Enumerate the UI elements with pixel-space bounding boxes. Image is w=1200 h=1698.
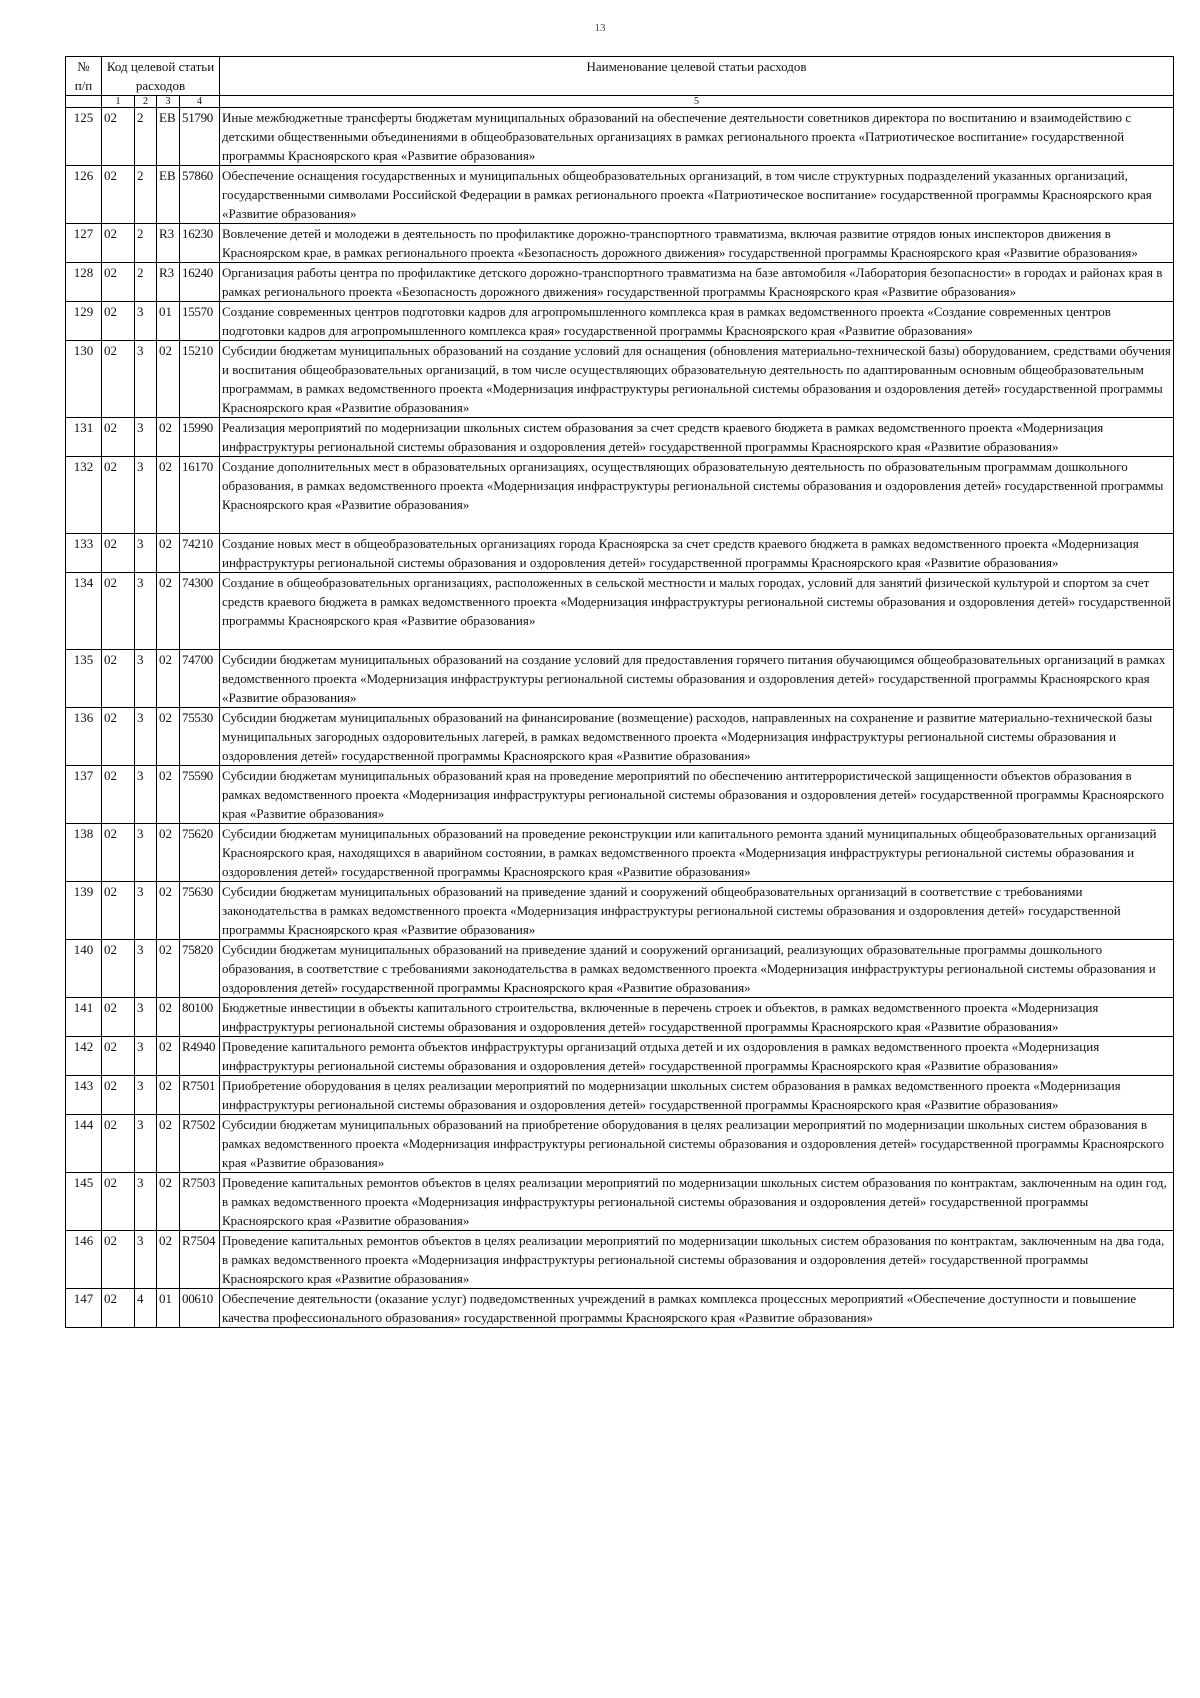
- row-number-cell: 127: [66, 224, 102, 263]
- row-number-cell: 137: [66, 766, 102, 824]
- code-project-cell: 02: [157, 882, 180, 940]
- item-name-cell: Бюджетные инвестиции в объекты капитального строительства, включенные в перечень строек и объектов, в рамках ведомственного проекта «Модернизация инфраструктуры региональной системы образования и оздоровления детей» государственной программы Красноярского края «Развитие образования»: [220, 998, 1174, 1037]
- column-number: 4: [180, 96, 220, 108]
- table-row: [66, 302, 1174, 341]
- code-program-cell: 02: [102, 457, 135, 534]
- code-direction-cell: R7504: [180, 1231, 220, 1289]
- code-project-cell: EB: [157, 108, 180, 166]
- code-project-cell: EB: [157, 166, 180, 224]
- code-program-cell: 02: [102, 1115, 135, 1173]
- code-direction-cell: 74700: [180, 650, 220, 708]
- row-number-cell: 129: [66, 302, 102, 341]
- item-name-cell: Создание в общеобразовательных организациях, расположенных в сельской местности и малых городах, условий для занятий физической культурой и спортом за счет средств краевого бюджета в рамках ведомственного проекта «Модернизация инфраструктуры региональной системы образования и оздоровления детей» государственной программы Красноярского края «Развитие образования»: [220, 573, 1174, 650]
- code-project-cell: 02: [157, 1037, 180, 1076]
- code-program-cell: 02: [102, 882, 135, 940]
- code-program-cell: 02: [102, 1173, 135, 1231]
- table-row: [66, 824, 1174, 882]
- code-direction-cell: 16170: [180, 457, 220, 534]
- code-subprogram-cell: 3: [135, 824, 157, 882]
- item-name-cell: Субсидии бюджетам муниципальных образований на приобретение оборудования в целях реализации мероприятий по модернизации школьных систем образования в рамках ведомственного проекта «Модернизация инфраструктуры региональной системы образования и оздоровления детей» государственной программы Красноярского края «Развитие образования»: [220, 1115, 1174, 1173]
- code-subprogram-cell: 2: [135, 224, 157, 263]
- row-number-cell: 135: [66, 650, 102, 708]
- code-program-cell: 02: [102, 1037, 135, 1076]
- header-name-cell: [220, 57, 1174, 96]
- code-subprogram-cell: 2: [135, 263, 157, 302]
- column-number: [66, 96, 102, 108]
- row-number-cell: 125: [66, 108, 102, 166]
- table-row: [66, 1037, 1174, 1076]
- code-direction-cell: R7501: [180, 1076, 220, 1115]
- code-program-cell: 02: [102, 263, 135, 302]
- code-subprogram-cell: 3: [135, 940, 157, 998]
- item-name-cell: Вовлечение детей и молодежи в деятельность по профилактике дорожно-транспортного травматизма, включая развитие отрядов юных инспекторов движения в Красноярском крае, в рамках регионального проекта «Безопасность дорожного движения» государственной программы Красноярского края «Развитие образования»: [220, 224, 1174, 263]
- table-row: [66, 766, 1174, 824]
- row-number-cell: 144: [66, 1115, 102, 1173]
- code-subprogram-cell: 3: [135, 573, 157, 650]
- code-direction-cell: R7503: [180, 1173, 220, 1231]
- table-row: [66, 341, 1174, 418]
- code-program-cell: 02: [102, 573, 135, 650]
- item-name-cell: Иные межбюджетные трансферты бюджетам муниципальных образований на обеспечение деятельности советников директора по воспитанию и взаимодействию с детскими общественными объединениями в общеобразовательных организациях в рамках регионального проекта «Патриотическое воспитание» государственной программы Красноярского края «Развитие образования»: [220, 108, 1174, 166]
- budget-classification-table: [65, 56, 1174, 1328]
- table-row: [66, 1076, 1174, 1115]
- table-row: [66, 1173, 1174, 1231]
- code-subprogram-cell: 2: [135, 166, 157, 224]
- item-name-cell: Создание современных центров подготовки кадров для агропромышленного комплекса края в рамках ведомственного проекта «Создание современных центров подготовки кадров для агропромышленного комплекса края» государственной программы Красноярского края «Развитие образования»: [220, 302, 1174, 341]
- code-direction-cell: R7502: [180, 1115, 220, 1173]
- table-row: [66, 1231, 1174, 1289]
- column-numbers-row: [66, 96, 1174, 108]
- row-number-cell: 138: [66, 824, 102, 882]
- item-name-cell: Субсидии бюджетам муниципальных образований на приведение зданий и сооружений общеобразовательных организаций в соответствие с требованиями законодательства в рамках ведомственного проекта «Модернизация инфраструктуры региональной системы образования и оздоровления детей» государственной программы Красноярского края «Развитие образования»: [220, 882, 1174, 940]
- code-subprogram-cell: 3: [135, 341, 157, 418]
- code-project-cell: 02: [157, 1076, 180, 1115]
- code-program-cell: 02: [102, 766, 135, 824]
- code-subprogram-cell: 3: [135, 998, 157, 1037]
- code-subprogram-cell: 3: [135, 418, 157, 457]
- table-row: [66, 224, 1174, 263]
- code-project-cell: 02: [157, 341, 180, 418]
- code-project-cell: 02: [157, 457, 180, 534]
- code-direction-cell: 74210: [180, 534, 220, 573]
- header-code-label-line2: расходов: [135, 78, 186, 93]
- code-program-cell: 02: [102, 108, 135, 166]
- code-subprogram-cell: 3: [135, 1115, 157, 1173]
- code-program-cell: 02: [102, 534, 135, 573]
- code-program-cell: 02: [102, 940, 135, 998]
- row-number-cell: 145: [66, 1173, 102, 1231]
- table-row: [66, 263, 1174, 302]
- code-project-cell: 01: [157, 1289, 180, 1328]
- item-name-cell: Организация работы центра по профилактике детского дорожно-транспортного травматизма на базе автомобиля «Лаборатория безопасности» в городах и районах края в рамках регионального проекта «Безопасность дорожного движения» государственной программы Красноярского края «Развитие образования»: [220, 263, 1174, 302]
- item-name-cell: Проведение капитального ремонта объектов инфраструктуры организаций отдыха детей и их оздоровления в рамках ведомственного проекта «Модернизация инфраструктуры региональной системы образования и оздоровления детей» государственной программы Красноярского края «Развитие образования»: [220, 1037, 1174, 1076]
- code-direction-cell: 75530: [180, 708, 220, 766]
- row-number-cell: 134: [66, 573, 102, 650]
- item-name-cell: Проведение капитальных ремонтов объектов в целях реализации мероприятий по модернизации школьных систем образования по контрактам, заключенным на один год, в рамках ведомственного проекта «Модернизация инфраструктуры региональной системы образования и оздоровления детей» государственной программы Красноярского края «Развитие образования»: [220, 1173, 1174, 1231]
- code-program-cell: 02: [102, 418, 135, 457]
- code-program-cell: 02: [102, 166, 135, 224]
- table-row: [66, 418, 1174, 457]
- row-number-cell: 140: [66, 940, 102, 998]
- column-number: 1: [102, 96, 135, 108]
- code-project-cell: R3: [157, 263, 180, 302]
- code-program-cell: 02: [102, 1231, 135, 1289]
- row-number-cell: 142: [66, 1037, 102, 1076]
- table-row: [66, 940, 1174, 998]
- row-number-cell: 141: [66, 998, 102, 1037]
- header-code-label-line1: Код целевой статьи: [106, 59, 215, 74]
- item-name-cell: Субсидии бюджетам муниципальных образований на создание условий для оснащения (обновления материально-технической базы) оборудованием, средствами обучения и воспитания общеобразовательных организаций, в том числе осуществляющих образовательную деятельность по адаптированным основным общеобразовательным программам, в рамках ведомственного проекта «Модернизация инфраструктуры региональной системы образования и оздоровления детей» государственной программы Красноярского края «Развитие образования»: [220, 341, 1174, 418]
- code-subprogram-cell: 4: [135, 1289, 157, 1328]
- code-project-cell: 02: [157, 1115, 180, 1173]
- row-number-cell: 132: [66, 457, 102, 534]
- code-project-cell: 02: [157, 418, 180, 457]
- code-project-cell: 02: [157, 534, 180, 573]
- row-number-cell: 143: [66, 1076, 102, 1115]
- page-number: 13: [594, 22, 606, 34]
- code-project-cell: 02: [157, 940, 180, 998]
- table-row: [66, 534, 1174, 573]
- table-row: [66, 998, 1174, 1037]
- item-name-cell: Реализация мероприятий по модернизации школьных систем образования за счет средств краевого бюджета в рамках ведомственного проекта «Модернизация инфраструктуры региональной системы образования и оздоровления детей» государственной программы Красноярского края «Развитие образования»: [220, 418, 1174, 457]
- row-number-cell: 136: [66, 708, 102, 766]
- table-row: [66, 457, 1174, 534]
- row-number-cell: 128: [66, 263, 102, 302]
- code-subprogram-cell: 3: [135, 766, 157, 824]
- code-project-cell: 02: [157, 766, 180, 824]
- code-direction-cell: 15990: [180, 418, 220, 457]
- row-number-cell: 133: [66, 534, 102, 573]
- item-name-cell: Субсидии бюджетам муниципальных образований края на проведение мероприятий по обеспечению антитеррористической защищенности объектов образования в рамках ведомственного проекта «Модернизация инфраструктуры региональной системы образования и оздоровления детей» государственной программы Красноярского края «Развитие образования»: [220, 766, 1174, 824]
- code-subprogram-cell: 3: [135, 534, 157, 573]
- code-direction-cell: 75630: [180, 882, 220, 940]
- row-number-cell: 131: [66, 418, 102, 457]
- code-subprogram-cell: 3: [135, 1231, 157, 1289]
- item-name-cell: Субсидии бюджетам муниципальных образований на приведение зданий и сооружений организаций, реализующих образовательные программы дошкольного образования, в соответствие с требованиями законодательства в рамках ведомственного проекта «Модернизация инфраструктуры региональной системы образования и оздоровления детей» государственной программы Красноярского края «Развитие образования»: [220, 940, 1174, 998]
- item-name-cell: Субсидии бюджетам муниципальных образований на создание условий для предоставления горячего питания обучающимся общеобразовательных организаций в рамках ведомственного проекта «Модернизация инфраструктуры региональной системы образования и оздоровления детей» государственной программы Красноярского края «Развитие образования»: [220, 650, 1174, 708]
- item-name-cell: Приобретение оборудования в целях реализации мероприятий по модернизации школьных систем образования в рамках ведомственного проекта «Модернизация инфраструктуры региональной системы образования и оздоровления детей» государственной программы Красноярского края «Развитие образования»: [220, 1076, 1174, 1115]
- code-subprogram-cell: 3: [135, 1037, 157, 1076]
- item-name-cell: Обеспечение оснащения государственных и муниципальных общеобразовательных организаций, в том числе структурных подразделений указанных организаций, государственными символами Российской Федерации в рамках регионального проекта «Патриотическое воспитание» государственной программы Красноярского края «Развитие образования»: [220, 166, 1174, 224]
- row-number-cell: 130: [66, 341, 102, 418]
- code-project-cell: 02: [157, 1231, 180, 1289]
- row-number-cell: 139: [66, 882, 102, 940]
- code-subprogram-cell: 3: [135, 650, 157, 708]
- code-project-cell: 01: [157, 302, 180, 341]
- code-program-cell: 02: [102, 1076, 135, 1115]
- header-number-label-line2: п/п: [74, 78, 93, 93]
- row-number-cell: 146: [66, 1231, 102, 1289]
- table-row: [66, 882, 1174, 940]
- code-direction-cell: 75820: [180, 940, 220, 998]
- code-direction-cell: 57860: [180, 166, 220, 224]
- code-project-cell: R3: [157, 224, 180, 263]
- code-project-cell: 02: [157, 708, 180, 766]
- header-name-label: Наименование целевой статьи расходов: [586, 59, 807, 74]
- code-subprogram-cell: 3: [135, 708, 157, 766]
- table-row: [66, 166, 1174, 224]
- code-program-cell: 02: [102, 1289, 135, 1328]
- code-direction-cell: 16240: [180, 263, 220, 302]
- header-number-cell: [66, 57, 102, 96]
- code-direction-cell: 15570: [180, 302, 220, 341]
- code-program-cell: 02: [102, 650, 135, 708]
- code-program-cell: 02: [102, 708, 135, 766]
- code-project-cell: 02: [157, 573, 180, 650]
- code-program-cell: 02: [102, 824, 135, 882]
- code-direction-cell: 51790: [180, 108, 220, 166]
- item-name-cell: Проведение капитальных ремонтов объектов в целях реализации мероприятий по модернизации школьных систем образования по контрактам, заключенным на два года, в рамках ведомственного проекта «Модернизация инфраструктуры региональной системы образования и оздоровления детей» государственной программы Красноярского края «Развитие образования»: [220, 1231, 1174, 1289]
- table-row: [66, 708, 1174, 766]
- table-row: [66, 1289, 1174, 1328]
- header-code-cell: [102, 57, 220, 77]
- code-direction-cell: 80100: [180, 998, 220, 1037]
- code-subprogram-cell: 3: [135, 1076, 157, 1115]
- code-project-cell: 02: [157, 824, 180, 882]
- code-direction-cell: 15210: [180, 341, 220, 418]
- table-row: [66, 108, 1174, 166]
- table-row: [66, 1115, 1174, 1173]
- item-name-cell: Создание дополнительных мест в образовательных организациях, осуществляющих образовательную деятельность по образовательным программам дошкольного образования, в рамках ведомственного проекта «Модернизация инфраструктуры региональной системы образования и оздоровления детей» государственной программы Красноярского края «Развитие образования»: [220, 457, 1174, 534]
- header-number-label-line1: №: [77, 59, 90, 74]
- table-row: [66, 573, 1174, 650]
- column-number: 5: [220, 96, 1174, 108]
- code-direction-cell: 75620: [180, 824, 220, 882]
- code-direction-cell: 75590: [180, 766, 220, 824]
- code-program-cell: 02: [102, 341, 135, 418]
- column-number: 3: [157, 96, 180, 108]
- code-subprogram-cell: 3: [135, 1173, 157, 1231]
- code-direction-cell: 16230: [180, 224, 220, 263]
- code-subprogram-cell: 2: [135, 108, 157, 166]
- item-name-cell: Субсидии бюджетам муниципальных образований на проведение реконструкции или капитального ремонта зданий муниципальных общеобразовательных организаций Красноярского края, находящихся в аварийном состоянии, в рамках ведомственного проекта «Модернизация инфраструктуры региональной системы образования и оздоровления детей» государственной программы Красноярского края «Развитие образования»: [220, 824, 1174, 882]
- code-program-cell: 02: [102, 998, 135, 1037]
- row-number-cell: 126: [66, 166, 102, 224]
- row-number-cell: 147: [66, 1289, 102, 1328]
- code-project-cell: 02: [157, 650, 180, 708]
- code-direction-cell: 00610: [180, 1289, 220, 1328]
- code-program-cell: 02: [102, 224, 135, 263]
- code-subprogram-cell: 3: [135, 302, 157, 341]
- code-project-cell: 02: [157, 1173, 180, 1231]
- code-direction-cell: R4940: [180, 1037, 220, 1076]
- item-name-cell: Обеспечение деятельности (оказание услуг) подведомственных учреждений в рамках комплекса процессных мероприятий «Обеспечение доступности и повышение качества профессионального образования» государственной программы Красноярского края «Развитие образования»: [220, 1289, 1174, 1328]
- code-direction-cell: 74300: [180, 573, 220, 650]
- code-subprogram-cell: 3: [135, 457, 157, 534]
- code-program-cell: 02: [102, 302, 135, 341]
- item-name-cell: Субсидии бюджетам муниципальных образований на финансирование (возмещение) расходов, направленных на сохранение и развитие материально-технической базы муниципальных загородных оздоровительных лагерей, в рамках ведомственного проекта «Модернизация инфраструктуры региональной системы образования и оздоровления детей» государственной программы Красноярского края «Развитие образования»: [220, 708, 1174, 766]
- column-number: 2: [135, 96, 157, 108]
- table-row: [66, 650, 1174, 708]
- code-subprogram-cell: 3: [135, 882, 157, 940]
- code-project-cell: 02: [157, 998, 180, 1037]
- item-name-cell: Создание новых мест в общеобразовательных организациях города Красноярска за счет средств краевого бюджета в рамках ведомственного проекта «Модернизация инфраструктуры региональной системы образования и оздоровления детей» государственной программы Красноярского края «Развитие образования»: [220, 534, 1174, 573]
- header-code-cell-line2: [102, 76, 220, 96]
